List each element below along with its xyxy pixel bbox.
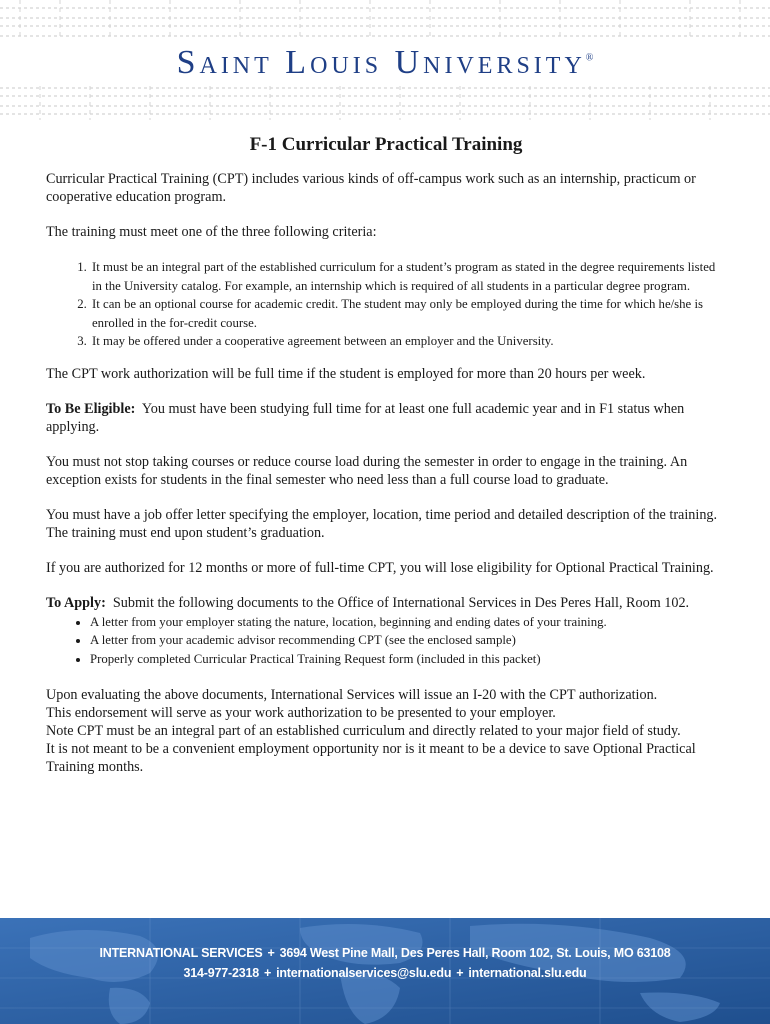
document-item: • A letter from your academic advisor recommending CPT (see the enclosed sample): [90, 631, 726, 650]
apply-paragraph: [46, 594, 726, 612]
documents-list: [46, 613, 726, 669]
footer-address: 3694 West Pine Mall, Des Peres Hall, Room 102, St. Louis, MO 63108: [279, 946, 671, 960]
footer-line-1: [0, 946, 770, 960]
criteria-list: [46, 258, 726, 351]
eligibility-label: To Be Eligible:: [46, 400, 136, 417]
letterhead: [0, 0, 770, 120]
closing-line: Upon evaluating the above documents, International Services will issue an I-20 with the CPT authorization.: [46, 687, 658, 703]
eligibility-paragraph: [46, 400, 726, 436]
intro-paragraph: Curricular Practical Training (CPT) includes various kinds of off-campus work such as an internship, practicum or cooperative education program.: [46, 171, 696, 205]
closing-paragraph: [46, 686, 726, 776]
eligibility-text: You must have been studying full time for at least one full academic year and in F1 status when applying.: [46, 400, 685, 435]
footer-line-2: [0, 966, 770, 980]
document-item: • A letter from your employer stating the nature, location, beginning and ending dates of your training.: [90, 613, 726, 632]
criteria-item: 1. It must be an integral part of the established curriculum for a student’s program as stated in the degree requirements listed in the University catalog. For example, an internship which is required of all students in a particular degree program.: [90, 258, 726, 295]
document-item: • Properly completed Curricular Practical Training Request form (included in this packet): [90, 650, 726, 669]
document-body: [46, 136, 726, 776]
job-offer-paragraph: You must have a job offer letter specifying the employer, location, time period and detailed description of the training. The training must end upon student’s graduation.: [46, 506, 718, 541]
footer-office: INTERNATIONAL SERVICES: [99, 946, 263, 960]
apply-label: To Apply:: [46, 594, 106, 611]
document-title: F-1 Curricular Practical Training: [249, 134, 523, 155]
footer-separator: +: [267, 946, 275, 960]
full-time-note: The CPT work authorization will be full time if the student is employed for more than 20 hours per week.: [46, 365, 646, 382]
criteria-item: 2. It can be an optional course for academic credit. The student may only be employed during the time for which he/she is enrolled in the for-credit course.: [90, 295, 726, 332]
registered-mark: ®: [585, 52, 594, 64]
footer-separator: +: [456, 966, 464, 980]
criteria-item: 3. It may be offered under a cooperative agreement between an employer and the University.: [90, 332, 726, 351]
footer-separator: +: [263, 966, 272, 980]
apply-text: Submit the following documents to the Office of International Services in Des Peres Hall, Room 102.: [112, 594, 690, 611]
university-logo: [0, 44, 770, 82]
footer-email[interactable]: internationalservices@slu.edu: [276, 966, 452, 980]
closing-line: It is not meant to be a convenient employment opportunity nor is it meant to be a device to save Optional Practical Training months.: [46, 741, 696, 775]
footer-phone[interactable]: 314-977-2318: [183, 966, 259, 980]
criteria-lead: The training must meet one of the three following criteria:: [46, 224, 377, 240]
course-load-paragraph: You must not stop taking courses or reduce course load during the semester in order to engage in the training. An exception exists for students in the final semester who need less than a full course load to graduate.: [46, 453, 688, 488]
university-name: Saint Louis University: [176, 44, 586, 81]
opt-note-paragraph: If you are authorized for 12 months or more of full-time CPT, you will lose eligibility for Optional Practical Training.: [46, 559, 714, 576]
closing-line: This endorsement will serve as your work authorization to be presented to your employer.: [46, 705, 556, 721]
footer-website[interactable]: international.slu.edu: [468, 966, 587, 980]
closing-line: Note CPT must be an integral part of an established curriculum and directly related to your major field of study.: [46, 723, 681, 739]
footer-banner: [0, 918, 770, 1024]
